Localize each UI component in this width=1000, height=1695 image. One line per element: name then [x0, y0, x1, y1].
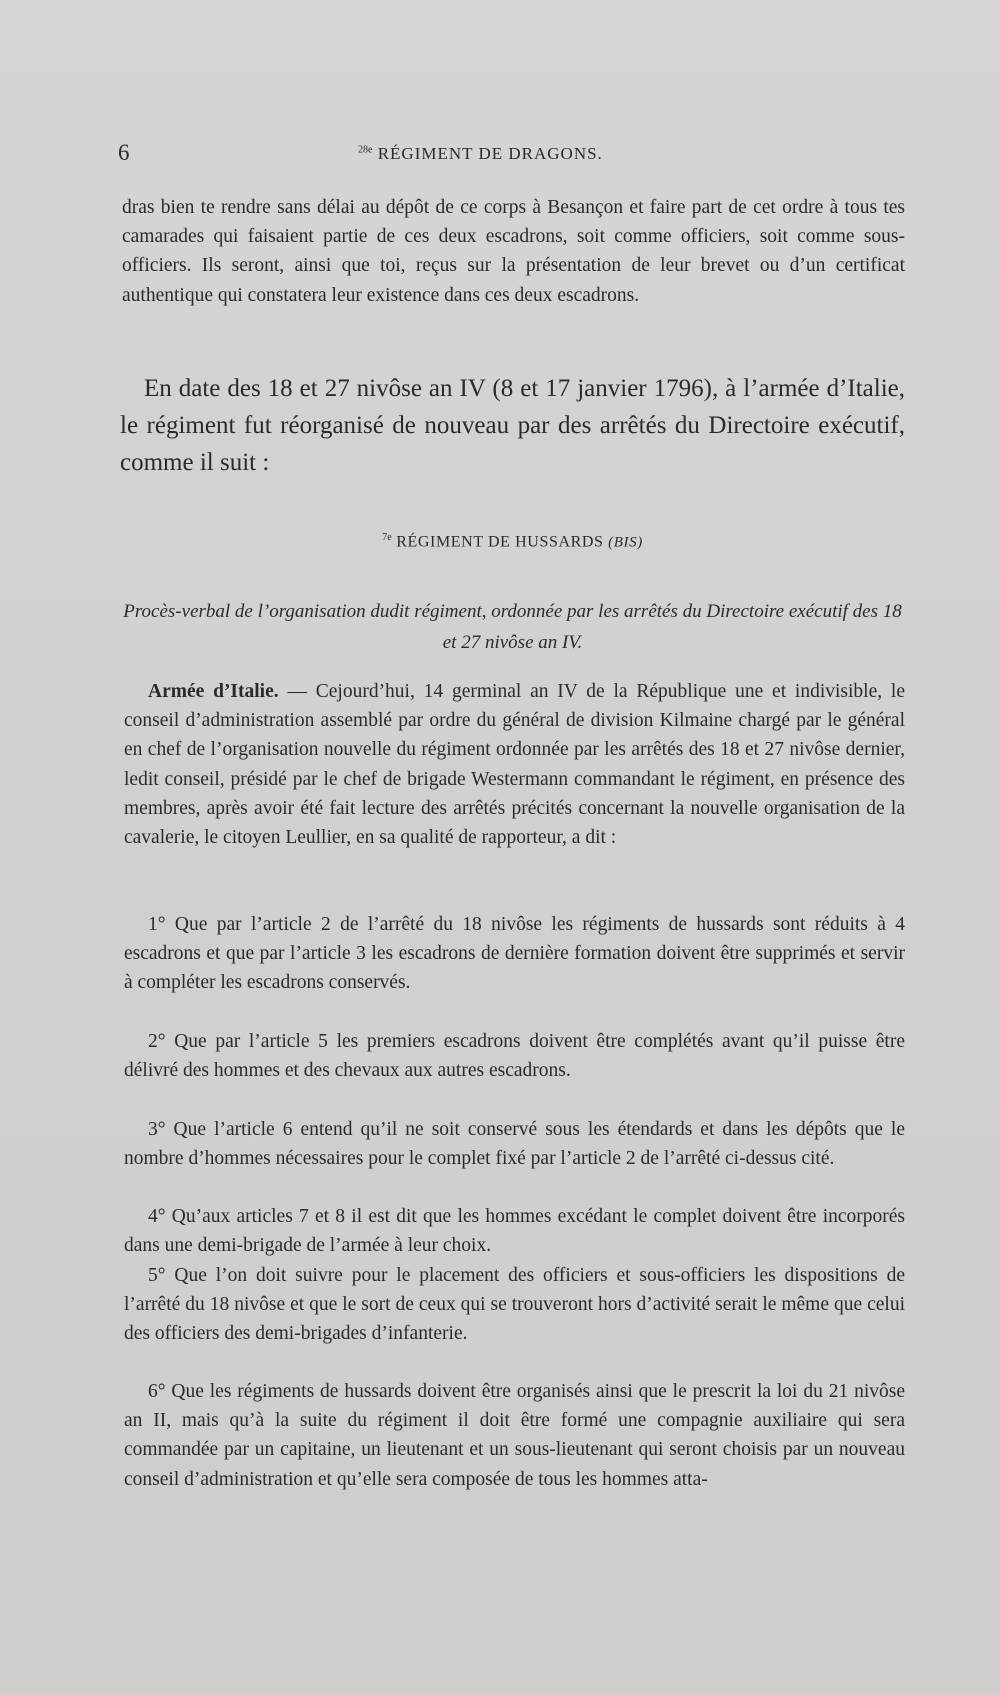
body-paragraph-5: 5° Que l’on doit suivre pour le placement des officiers et sous-officiers les dispositions de l’arrêté du 18 nivôse et que le sort de ceux qui se trouveront hors d’activité serait le même que celui des officiers des demi-brigades d’infanterie. — [124, 1265, 905, 1345]
section-title-ordinal: 7e — [382, 532, 392, 543]
place-label: Armée d’Italie. — [148, 681, 279, 702]
section-title-bis: (BIS) — [608, 534, 643, 551]
body-paragraph-1: 1° Que par l’article 2 de l’arrêté du 18 nivôse les régiments de hussards sont réduits à 4 escadrons et que par l’article 3 les escadrons de dernière formation doivent être supprimés et servir à compléter les escadrons conservés. — [124, 914, 905, 994]
page-number: 6 — [118, 140, 130, 165]
section-title-text: RÉGIMENT DE HUSSARDS — [391, 533, 609, 551]
running-head-ordinal: 28e — [358, 144, 373, 156]
running-head-text: RÉGIMENT DE DRAGONS. — [372, 144, 603, 163]
body-paragraph-6: 6° Que les régiments de hussards doivent être organisés ainsi que le prescrit la loi du 21 nivôse an II, mais qu’à la suite du régiment il doit être formé une compagnie auxiliaire qui sera commandée par un capitaine, un lieutenant et un sous-lieutenant qui seront choisis par un nouveau conseil d’administration et qu’elle sera composée de tous les hommes atta- — [124, 1381, 905, 1490]
opening-text: — Cejourd’hui, 14 germinal an IV de la République une et indivisible, le conseil d’administration assemblé par ordre du général de division Kilmaine chargé par le général en chef de l’organisation nouvelle du régiment ordonnée par les arrêtés des 18 et 27 nivôse dernier, ledit conseil, présidé par le chef de brigade Westermann commandant le régiment, en présence des membres, après avoir été fait lecture des arrêtés précités concernant la nouvelle organisation de la cavalerie, le citoyen Leullier, en sa qualité de rapporteur, a dit : — [124, 681, 906, 849]
running-head — [358, 144, 603, 164]
page-header — [118, 140, 898, 170]
body-paragraph-opening — [124, 677, 905, 852]
reorganisation-paragraph: En date des 18 et 27 nivôse an IV (8 et 17 janvier 1796), à l’armée d’Italie, le régiment fut réorganisé de nouveau par des arrêtés du Directoire exécutif, comme il suit : — [120, 375, 905, 476]
body-paragraph-2: 2° Que par l’article 5 les premiers escadrons doivent être complétés avant qu’il puisse être délivré des hommes et des chevaux aux autres escadrons. — [124, 1031, 905, 1082]
section-subtitle: Procès-verbal de l’organisation dudit régiment, ordonnée par les arrêtés du Directoire exécutif des 18 et 27 nivôse an IV. — [123, 601, 902, 653]
body-paragraph-3: 3° Que l’article 6 entend qu’il ne soit conservé sous les étendards et dans les dépôts que le nombre d’hommes nécessaires pour le complet fixé par l’article 2 de l’arrêté ci-dessus cité. — [124, 1119, 905, 1170]
intro-paragraph: dras bien te rendre sans délai au dépôt de ce corps à Besançon et faire part de cet ordre à tous tes camarades qui faisaient partie de ces deux escadrons, soit comme officiers, soit comme sous-officiers. Ils seront, ainsi que toi, reçus sur la présentation de leur brevet ou d’un certificat authentique qui constatera leur existence dans ces deux escadrons. — [122, 197, 905, 306]
section-title — [120, 532, 905, 551]
body-paragraph-4: 4° Qu’aux articles 7 et 8 il est dit que les hommes excédant le complet doivent être incorporés dans une demi-brigade de l’armée à leur choix. — [124, 1206, 905, 1257]
